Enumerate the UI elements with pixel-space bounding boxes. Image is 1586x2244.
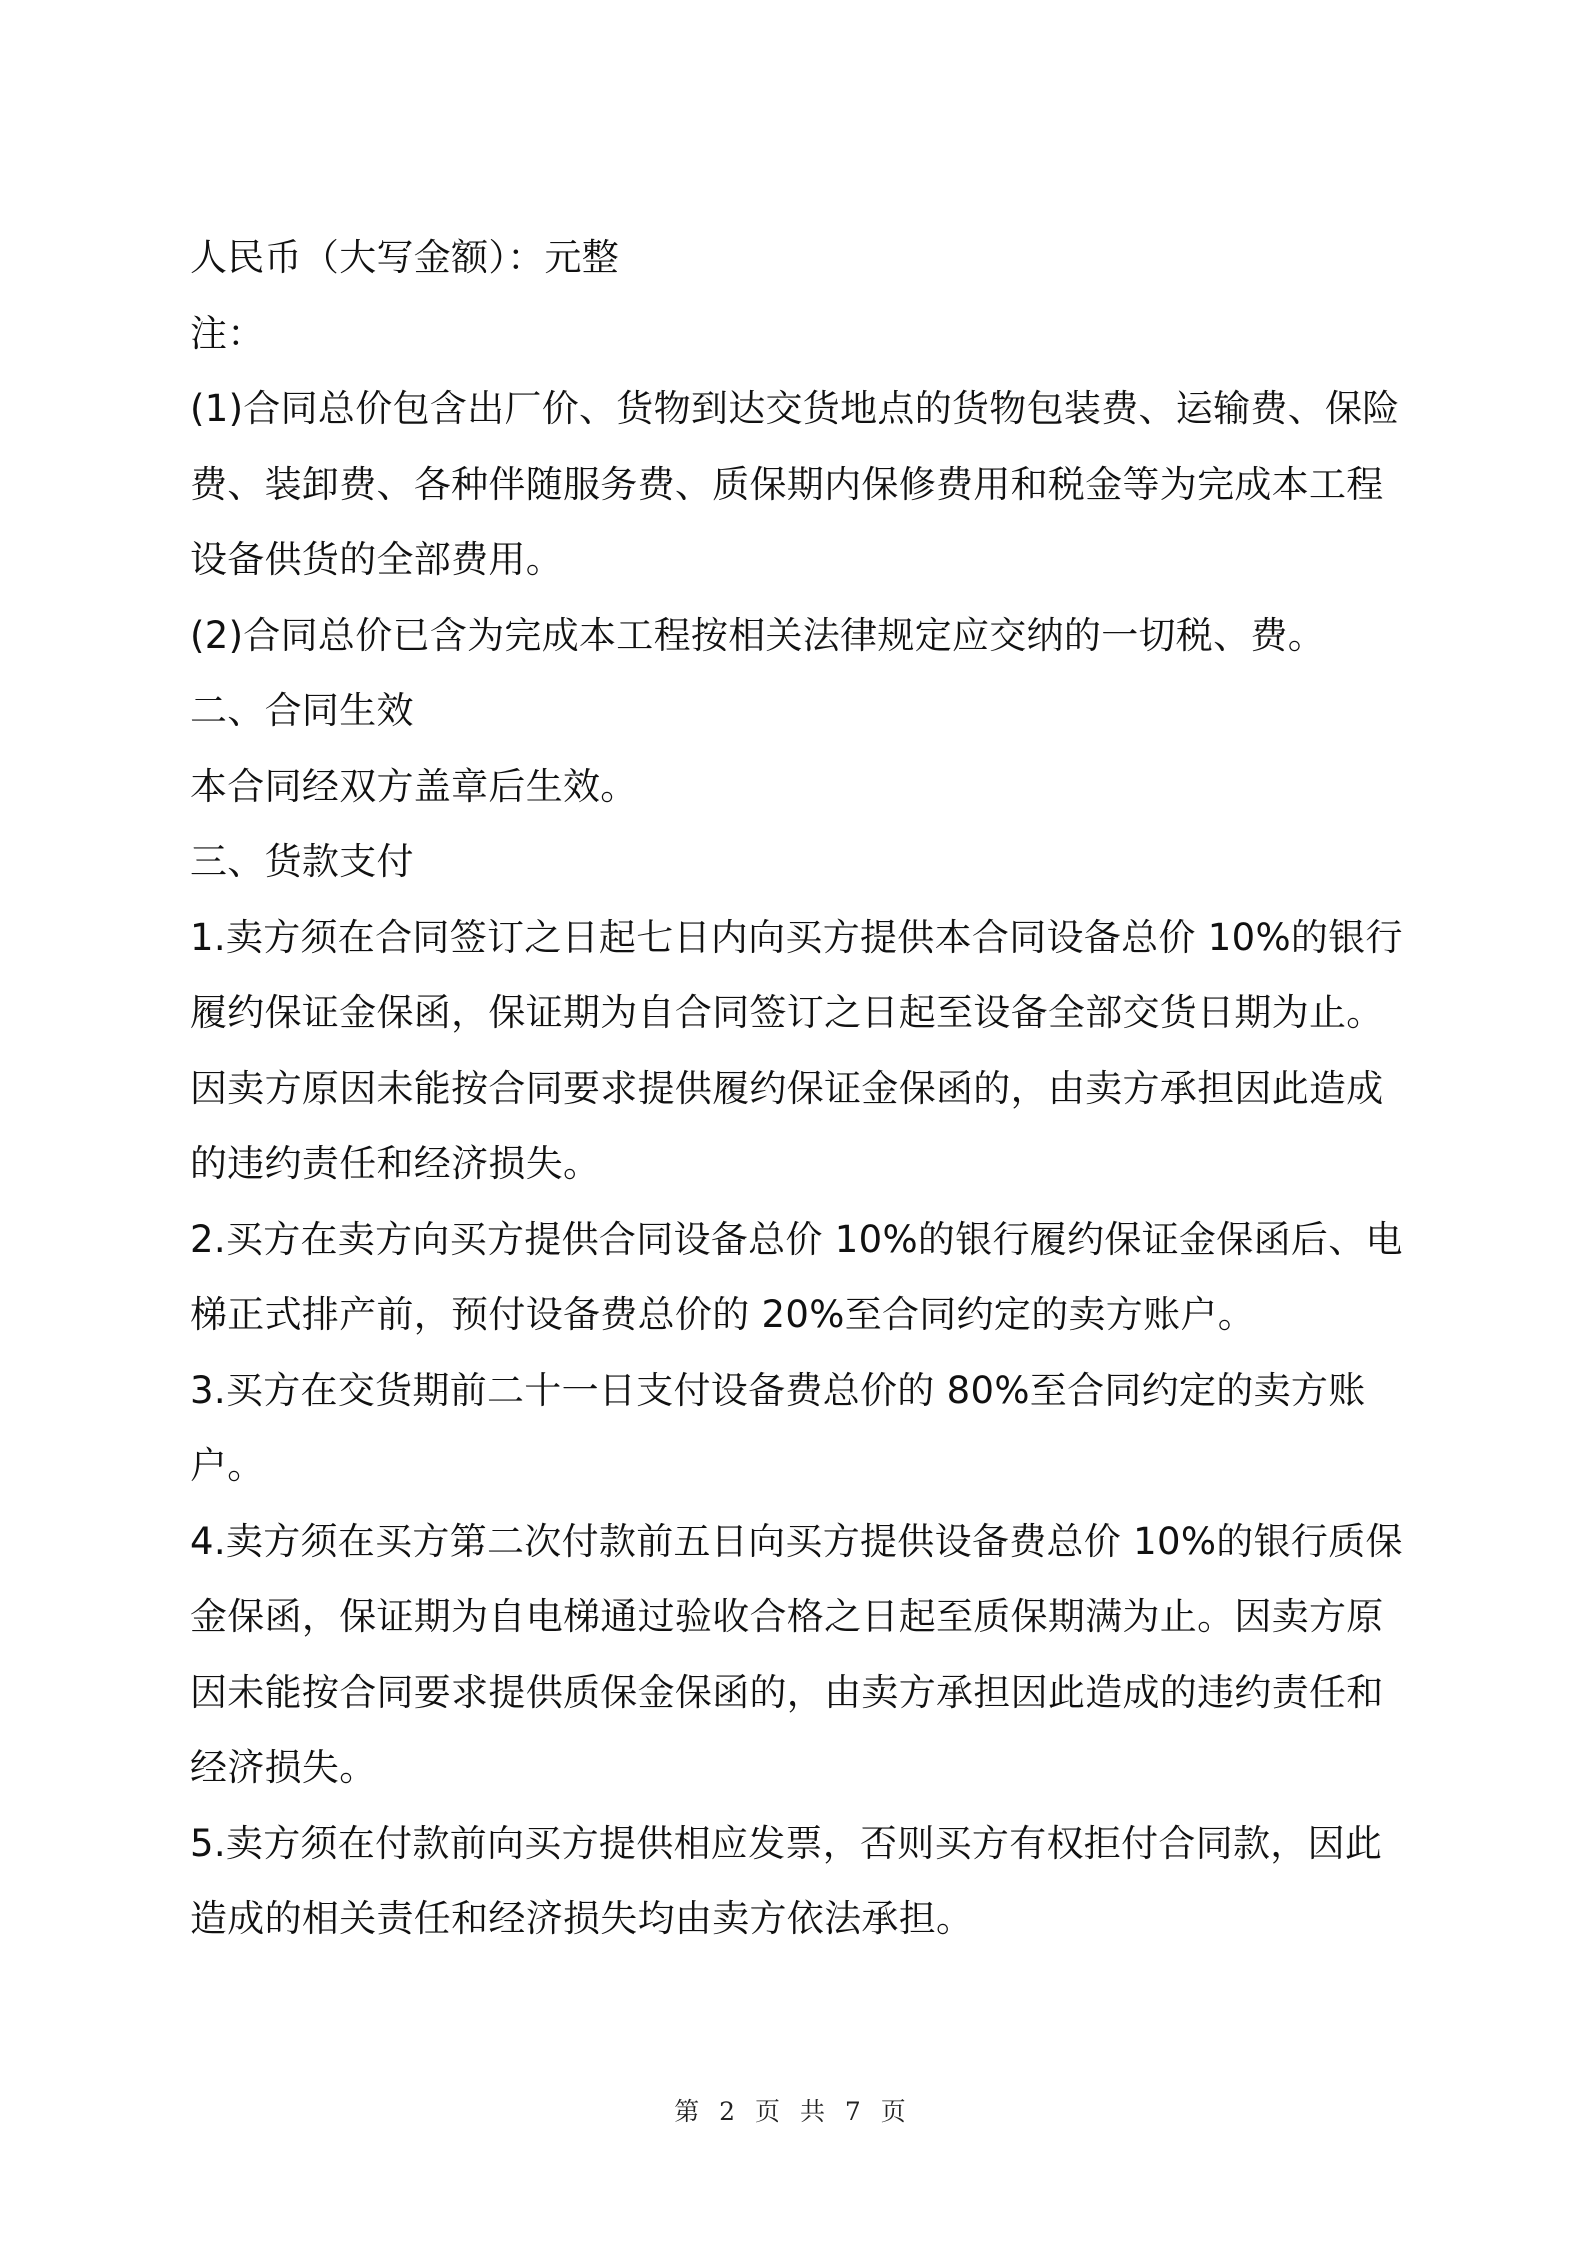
text-line: 本合同经双方盖章后生效。 <box>190 764 638 808</box>
text-line: (2)合同总价已含为完成本工程按相关法律规定应交纳的一切税、费。 <box>190 613 1326 657</box>
text-line: (1)合同总价包含出厂价、货物到达交货地点的货物包装费、运输费、保险 <box>190 387 1400 430</box>
text-line: 3.买方在交货期前二十一日支付设备费总价的 80%至合同约定的卖方账 <box>190 1368 1366 1412</box>
text-line: 因未能按合同要求提供质保金保函的，由卖方承担因此造成的违约责任和 <box>190 1670 1384 1714</box>
text-line: 造成的相关责任和经济损失均由卖方依法承担。 <box>190 1897 974 1940</box>
text-line: 4.卖方须在买方第二次付款前五日向买方提供设备费总价 10%的银行质保 <box>190 1519 1403 1563</box>
text-line: 的违约责任和经济损失。 <box>190 1142 601 1185</box>
text-line: 注： <box>190 311 265 355</box>
page-number-footer: 第 2 页 共 7 页 <box>674 2097 912 2126</box>
section-heading: 二、合同生效 <box>190 689 414 732</box>
text-line: 1.卖方须在合同签订之日起七日内向买方提供本合同设备总价 10%的银行 <box>190 915 1403 959</box>
text-line: 履约保证金保函，保证期为自合同签订之日起至设备全部交货日期为止。 <box>190 991 1384 1034</box>
text-line: 经济损失。 <box>190 1746 377 1789</box>
text-line: 2.买方在卖方向买方提供合同设备总价 10%的银行履约保证金保函后、电 <box>190 1217 1403 1261</box>
text-line: 因卖方原因未能按合同要求提供履约保证金保函的，由卖方承担因此造成 <box>190 1066 1384 1110</box>
text-line: 梯正式排产前，预付设备费总价的 20%至合同约定的卖方账户。 <box>190 1293 1255 1336</box>
text-line: 户。 <box>190 1444 265 1487</box>
document-body <box>190 220 1405 1957</box>
text-line: 人民币（大写金额）：元整 <box>190 236 620 279</box>
text-line: 5.卖方须在付款前向买方提供相应发票，否则买方有权拒付合同款，因此 <box>190 1821 1383 1865</box>
section-heading: 三、货款支付 <box>190 840 414 883</box>
text-line: 设备供货的全部费用。 <box>190 538 563 581</box>
text-line: 金保函，保证期为自电梯通过验收合格之日起至质保期满为止。因卖方原 <box>190 1595 1384 1638</box>
text-line: 费、装卸费、各种伴随服务费、质保期内保修费用和税金等为完成本工程 <box>190 462 1384 506</box>
